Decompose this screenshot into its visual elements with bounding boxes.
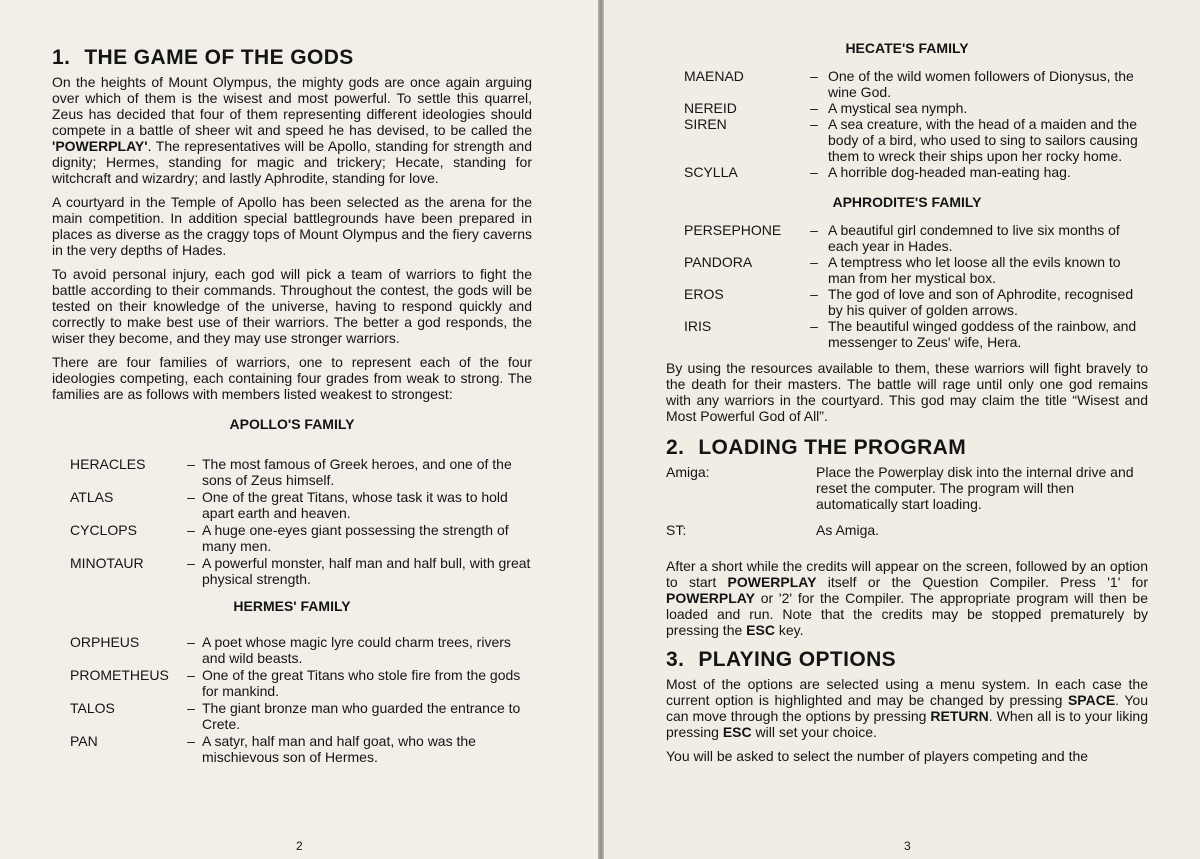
platform-instructions: Place the Powerplay disk into the internal drive and reset the computer. The program will then automatically start loading.: [816, 464, 1134, 512]
text: . You can move through the options by pressing: [666, 692, 1148, 724]
families-paragraph: There are four families of warriors, one to represent each of the four ideologies competing, each containing four grades from weak to strong. The families are as follows with members listed weakest to strongest:: [52, 354, 532, 402]
text: key.: [774, 622, 804, 638]
dash: –: [187, 555, 195, 571]
member-desc: One of the wild women followers of Dionysus, the wine God.: [828, 68, 1134, 100]
keyword-space: SPACE: [1067, 692, 1116, 708]
dash: –: [810, 318, 818, 334]
member-name: PANDORA: [684, 254, 753, 270]
closing-paragraph: By using the resources available to them, these warriors will fight bravely to the death for their masters. The battle will rage until only one god remains with any warriors in the courtyard. This god may claim the title “Wisest and Most Powerful God of All”.: [666, 360, 1148, 424]
dash: –: [810, 100, 818, 116]
dash: –: [187, 700, 195, 716]
text: On the heights of Mount Olympus, the mighty gods are once again arguing over which of them is the wisest and most powerful. To settle this quarrel, Zeus has decided that four of them representing different ideologies should compete in a battle of sheer wit and speed he has devised, to be called the: [52, 74, 532, 138]
member-desc: A sea creature, with the head of a maiden and the body of a bird, who used to sing to sailors causing them to wreck their ships upon her rocky home.: [828, 116, 1138, 164]
member-name: PERSEPHONE: [684, 222, 782, 238]
member-desc: A beautiful girl condemned to live six months of each year in Hades.: [828, 222, 1120, 254]
member-desc: A huge one-eyes giant possessing the strength of many men.: [202, 522, 509, 554]
member-desc: One of the great Titans, whose task it was to hold apart earth and heaven.: [202, 489, 508, 521]
section-number: 2.: [666, 436, 685, 459]
member-desc: A powerful monster, half man and half bull, with great physical strength.: [202, 555, 531, 587]
options-paragraph: [666, 676, 1148, 740]
section-title: LOADING THE PROGRAM: [698, 436, 967, 459]
text: . The representatives will be Apollo, standing for strength and dignity; Hermes, standing for magic and trickery; Hecate, standing for witchcraft and wizardry; and lastly Aphrodite, standing for love.: [52, 138, 532, 186]
text: itself or the Question Compiler. Press '1' for: [816, 574, 1149, 590]
member-name: HERACLES: [70, 456, 146, 472]
text: After a short while the credits will appear on the screen, followed by an option to start: [666, 558, 1148, 590]
dash: –: [810, 68, 818, 84]
dash: –: [187, 456, 195, 472]
member-name: MINOTAUR: [70, 555, 144, 571]
member-name: PROMETHEUS: [70, 667, 169, 683]
family-member-row: [52, 456, 532, 489]
dash: –: [810, 254, 818, 270]
member-desc: A temptress who let loose all the evils known to man from her mystical box.: [828, 254, 1121, 286]
platform-label: ST:: [666, 522, 687, 538]
family-member-row: [52, 700, 532, 733]
member-desc: The giant bronze man who guarded the entrance to Crete.: [202, 700, 521, 732]
warriors-paragraph: To avoid personal injury, each god will pick a team of warriors to fight the battle according to their commands. Throughout the contest, the gods will be tested on their knowledge of the universe, having to respond quickly and correctly to make best use of their warriors. The better a god responds, the wiser they become, and they may use stronger warriors.: [52, 266, 532, 346]
family-member-row: [666, 254, 1148, 286]
platform-row: [666, 464, 1148, 522]
courtyard-paragraph: A courtyard in the Temple of Apollo has been selected as the arena for the main competition. In addition special battlegrounds have been prepared in places as diverse as the craggy tops of Mount Olympus and the fiery caverns in the very depths of Hades.: [52, 194, 532, 258]
dash: –: [187, 489, 195, 505]
family-member-row: [666, 164, 1148, 180]
dash: –: [810, 286, 818, 302]
family-member-row: [666, 222, 1148, 254]
platform-row: [666, 522, 1148, 548]
platform-instructions: As Amiga.: [816, 522, 880, 538]
page-number: 2: [296, 839, 303, 853]
family-member-row: [666, 68, 1148, 100]
section-title: THE GAME OF THE GODS: [84, 46, 354, 69]
loading-table: [666, 464, 1148, 548]
section-number: 3.: [666, 648, 685, 671]
left-page: [0, 0, 598, 859]
section-1-heading: [52, 46, 532, 70]
member-name: IRIS: [684, 318, 712, 334]
member-desc: A horrible dog-headed man-eating hag.: [828, 164, 1071, 180]
member-name: ORPHEUS: [70, 634, 140, 650]
family-member-row: [666, 100, 1148, 116]
section-2-heading: [666, 436, 1148, 460]
member-desc: The beautiful winged goddess of the rainbow, and messenger to Zeus' wife, Hera.: [828, 318, 1137, 350]
right-page: [604, 0, 1200, 859]
dash: –: [810, 116, 818, 132]
member-name: EROS: [684, 286, 724, 302]
member-desc: A satyr, half man and half goat, who was the mischievous son of Hermes.: [202, 733, 476, 765]
credits-paragraph: [666, 558, 1148, 638]
family-member-row: [52, 667, 532, 700]
member-desc: A mystical sea nymph.: [828, 100, 968, 116]
family-member-row: [52, 522, 532, 555]
member-name: SIREN: [684, 116, 727, 132]
text: Most of the options are selected using a menu system. In each case the current option is highlighted and may be changed by pressing: [666, 676, 1148, 708]
member-desc: One of the great Titans who stole fire from the gods for mankind.: [202, 667, 521, 699]
keyword-powerplay: POWERPLAY: [727, 574, 817, 590]
member-desc: A poet whose magic lyre could charm trees, rivers and wild beasts.: [202, 634, 511, 666]
intro-paragraph: [52, 74, 532, 186]
page-number: 3: [904, 839, 911, 853]
keyword-esc: ESC: [746, 622, 775, 638]
hecate-family-heading: HECATE'S FAMILY: [845, 40, 969, 56]
member-desc: The most famous of Greek heroes, and one of the sons of Zeus himself.: [202, 456, 512, 488]
family-member-row: [666, 116, 1148, 164]
aphrodite-family-table: [666, 222, 1148, 350]
member-name: ATLAS: [70, 489, 114, 505]
family-member-row: [52, 555, 532, 588]
keyword-powerplay: 'POWERPLAY': [52, 138, 148, 154]
member-name: SCYLLA: [684, 164, 738, 180]
hermes-family-heading: HERMES' FAMILY: [233, 598, 351, 614]
text: . When all is to your liking pressing: [666, 708, 1149, 740]
dash: –: [187, 667, 195, 683]
players-paragraph: You will be asked to select the number of players competing and the: [666, 748, 1089, 764]
text: will set your choice.: [751, 724, 877, 740]
family-member-row: [52, 634, 532, 667]
apollo-family-heading: APOLLO'S FAMILY: [229, 416, 355, 432]
section-title: PLAYING OPTIONS: [698, 648, 897, 671]
text: or '2' for the Compiler. The appropriate program will then be loaded and run. Note that the credits may be stopped prematurely by pressing the: [666, 590, 1148, 638]
hecate-family-table: [666, 68, 1148, 180]
dash: –: [810, 222, 818, 238]
family-member-row: [52, 733, 532, 766]
family-member-row: [666, 286, 1148, 318]
hermes-family-table: [52, 634, 532, 766]
keyword-esc: ESC: [722, 724, 752, 740]
member-name: NEREID: [684, 100, 737, 116]
keyword-powerplay: POWERPLAY: [666, 590, 755, 606]
section-3-heading: [666, 648, 1148, 672]
member-name: PAN: [70, 733, 98, 749]
member-name: TALOS: [70, 700, 115, 716]
family-member-row: [52, 489, 532, 522]
keyword-return: RETURN: [930, 708, 989, 724]
dash: –: [187, 522, 195, 538]
apollo-family-table: [52, 456, 532, 588]
member-desc: The god of love and son of Aphrodite, recognised by his quiver of golden arrows.: [828, 286, 1134, 318]
member-name: CYCLOPS: [70, 522, 137, 538]
aphrodite-family-heading: APHRODITE'S FAMILY: [832, 194, 982, 210]
section-number: 1.: [52, 46, 71, 69]
member-name: MAENAD: [684, 68, 744, 84]
dash: –: [187, 733, 195, 749]
dash: –: [187, 634, 195, 650]
dash: –: [810, 164, 818, 180]
platform-label: Amiga:: [666, 464, 710, 480]
family-member-row: [666, 318, 1148, 350]
